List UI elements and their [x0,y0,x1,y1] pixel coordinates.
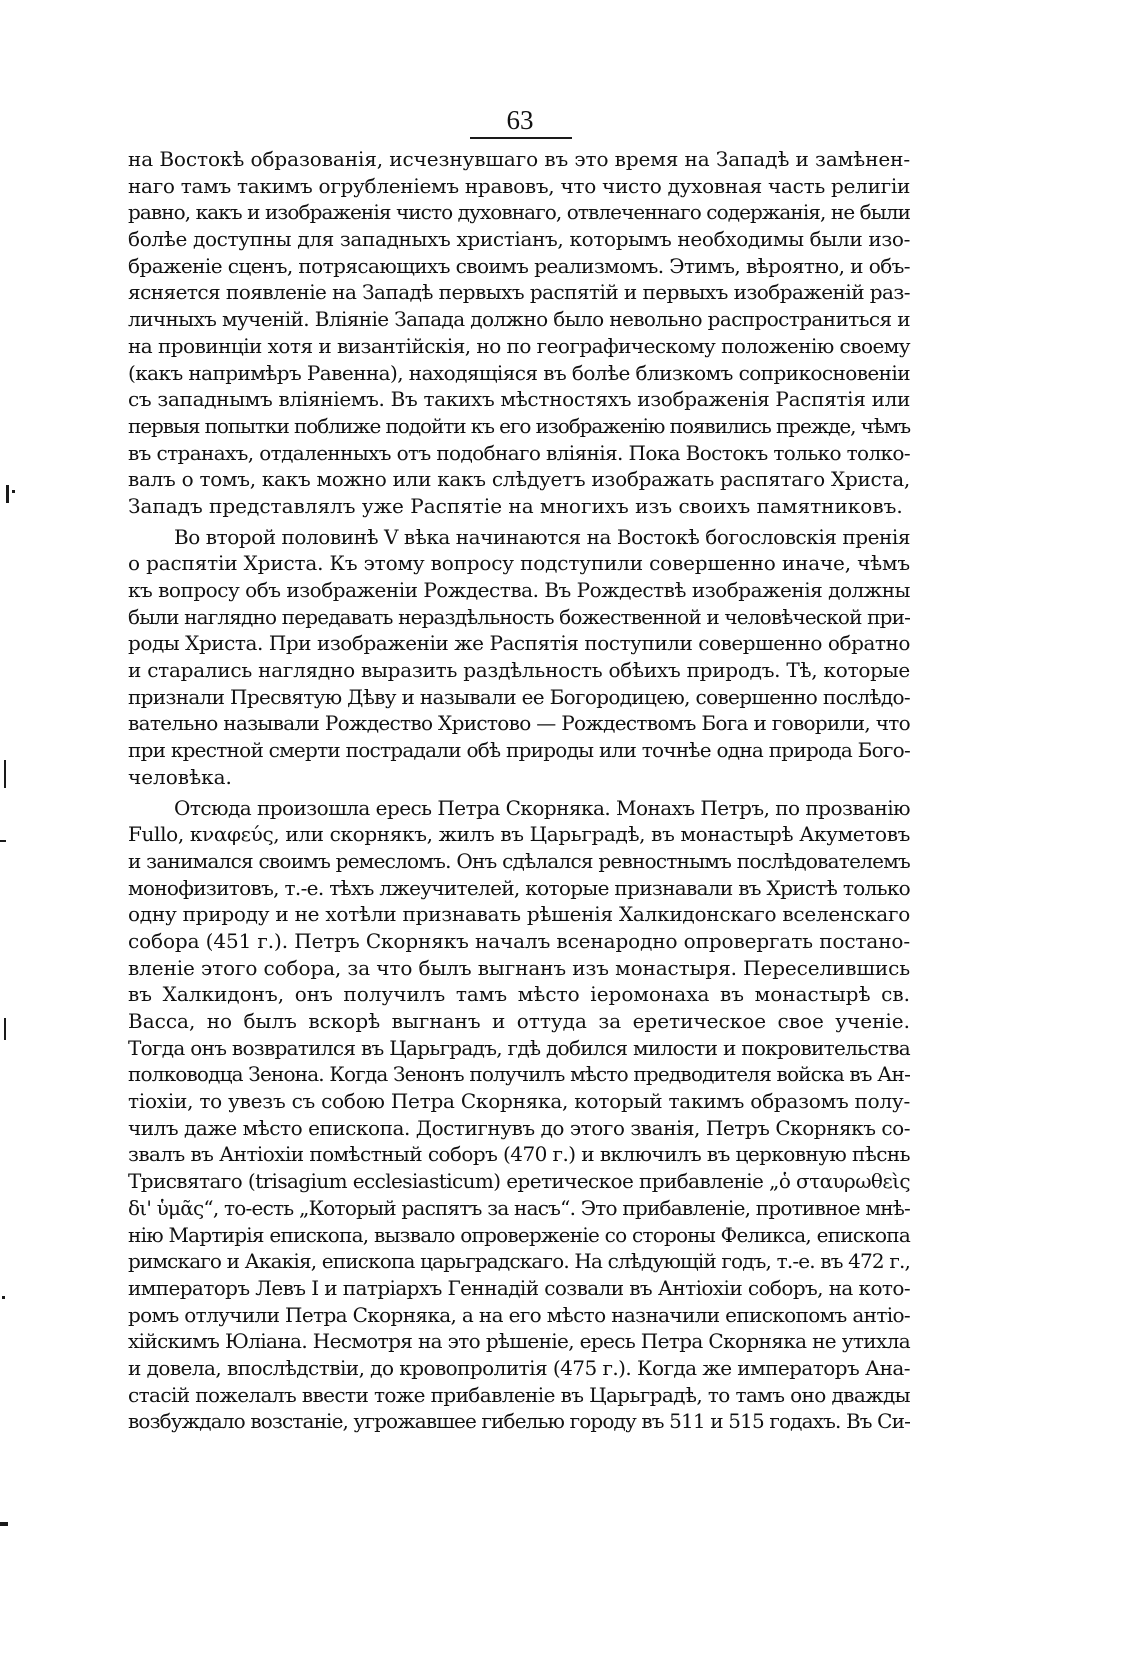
text-line: къ вопросу объ изображеніи Рождества. Въ Рождествѣ изображенія должны [128,578,910,602]
text-line: Отсюда произошла ересь Петра Скорняка. Монахъ Петръ, по прозванію [174,795,910,820]
text-line: валъ о томъ, какъ можно или какъ слѣдуетъ изображать распятаго Христа, [128,467,910,492]
text-line: Васса, но былъ вскорѣ выгнанъ и оттуда за еретическое свое ученіе. [128,1009,910,1033]
text-line: звалъ въ Антіохіи помѣстный соборъ (470 г.) и включилъ въ церковную пѣснь [128,1142,910,1167]
text-line: признали Пресвятую Дѣву и называли ее Богородицею, совершенно послѣдо- [128,684,910,709]
text-line: и занимался своимъ ремесломъ. Онъ сдѣлался ревностнымъ послѣдователемъ [128,848,910,873]
text-line: были наглядно передавать нераздѣльность божественной и человѣческой при- [128,604,910,629]
page-number-rule [470,137,572,139]
text-line: равно, какъ и изображенія чисто духовнаго, отвлеченнаго содержанія, не были [128,200,911,225]
text-line: вленіе этого собора, за что былъ выгнанъ изъ монастыря. Переселившись [128,955,910,980]
margin-mark [12,490,15,493]
text-line: стасій пожелалъ ввести тоже прибавленіе въ Царьградѣ, то тамъ оно дважды [128,1382,910,1407]
text-line: вательно называли Рождество Христово — Рождествомъ Бога и говорили, что [128,711,910,736]
text-line: въ Халкидонъ, онъ получилъ тамъ мѣсто іеромонаха въ монастырѣ св. [128,982,910,1007]
body-text [128,146,910,1435]
text-line: Во второй половинѣ V вѣка начинаются на Востокѣ богословскія пренія [174,524,911,549]
text-line: на провинціи хотя и византійскія, но по географическому положенію своему [128,333,911,358]
text-line: личныхъ мученій. Вліяніе Запада должно было невольно распространиться и [128,307,911,332]
margin-mark [0,840,6,842]
text-line: ясняется появленіе на Западѣ первыхъ распятій и первыхъ изображеній раз- [128,280,910,305]
text-line: первыя попытки поближе подойти къ его изображенію появились прежде, чѣмъ [128,413,911,438]
text-line: чилъ даже мѣсто епископа. Достигнувъ до этого званія, Петръ Скорнякъ со- [128,1115,911,1140]
text-line: полководца Зенона. Когда Зенонъ получилъ мѣсто предводителя войска въ Ан- [128,1062,910,1087]
text-line: при крестной смерти пострадали обѣ природы или точнѣе одна природа Бого- [128,738,910,763]
text-line: болѣе доступны для западныхъ христіанъ, которымъ необходимы были изо- [128,227,910,252]
margin-mark [4,1018,6,1040]
margin-mark [6,485,9,503]
text-line: и довела, впослѣдствіи, до кровопролитія (475 г.). Когда же императоръ Ана- [128,1355,910,1380]
text-line: роды Христа. При изображеніи же Распятія поступили совершенно обратно [128,631,910,656]
text-line: хійскимъ Юліана. Несмотря на это рѣшеніе, ересь Петра Скорняка не утихла [128,1329,910,1354]
margin-mark [2,1296,5,1299]
text-line: ромъ отлучили Петра Скорняка, а на его мѣсто назначили епископомъ антіо- [128,1302,911,1327]
text-line: Fullo, κναφεύς, или скорнякъ, жилъ въ Царьградѣ, въ монастырѣ Акуметовъ [128,822,910,847]
text-line: δι' ὑμᾶς“, то-есть „Который распятъ за насъ“. Это прибавленіе, противное мнѣ- [128,1195,911,1220]
text-line: собора (451 г.). Петръ Скорнякъ началъ всенародно опровергать постано- [128,928,911,953]
page-number-container [470,104,570,136]
text-line: императоръ Левъ I и патріархъ Геннадій созвали въ Антіохіи соборъ, на кото- [128,1275,910,1300]
text-line: на Востокѣ образованія, исчезнувшаго въ это время на Западѣ и замѣнен- [128,147,910,171]
text-line: одну природу и не хотѣли признавать рѣшенія Халкидонскаго вселенскаго [128,902,911,927]
text-line: возбуждало возстаніе, угрожавшее гибелью городу въ 511 и 515 годахъ. Въ Си- [128,1409,910,1434]
text-line: Западъ представлялъ уже Распятіе на многихъ изъ своихъ памятниковъ. [128,493,903,518]
text-line: монофизитовъ, т.-е. тѣхъ лжеучителей, которые признавали въ Христѣ только [128,875,911,900]
text-line: браженіе сценъ, потрясающихъ своимъ реализмомъ. Этимъ, вѣроятно, и объ- [128,253,910,278]
text-line: (какъ напримѣръ Равенна), находящіяся въ болѣе близкомъ соприкосновеніи [128,360,911,385]
text-line: человѣка. [128,764,232,789]
margin-mark [4,760,6,788]
text-line: Тогда онъ возвратился въ Царьградъ, гдѣ добился милости и покровительства [128,1035,910,1060]
text-line: въ странахъ, отдаленныхъ отъ подобнаго вліянія. Пока Востокъ только толко- [128,440,910,465]
text-line: нію Мартирія епископа, вызвало опроверженіе со стороны Феликса, епископа [128,1222,910,1247]
margin-mark [0,1522,8,1526]
text-line: римскаго и Акакія, епископа царьградскаго. На слѣдующій годъ, т.-е. въ 472 г., [128,1249,910,1274]
text-line: и старались наглядно выразить раздѣльность обѣихъ природъ. Тѣ, которые [128,658,910,683]
text-line: наго тамъ такимъ огрубленіемъ нравовъ, что чисто духовная часть религіи [128,173,911,198]
page-number: 63 [506,105,534,135]
text-line: Трисвятаго (trisagium ecclesiasticum) еретическое прибавленіе „ὁ σταυρωθεὶς [128,1169,910,1194]
text-line: о распятіи Христа. Къ этому вопросу подступили совершенно иначе, чѣмъ [128,551,910,576]
text-line: съ западнымъ вліяніемъ. Въ такихъ мѣстностяхъ изображенія Распятія или [128,387,910,412]
text-line: тіохіи, то увезъ съ собою Петра Скорняка, который такимъ образомъ полу- [128,1089,910,1114]
